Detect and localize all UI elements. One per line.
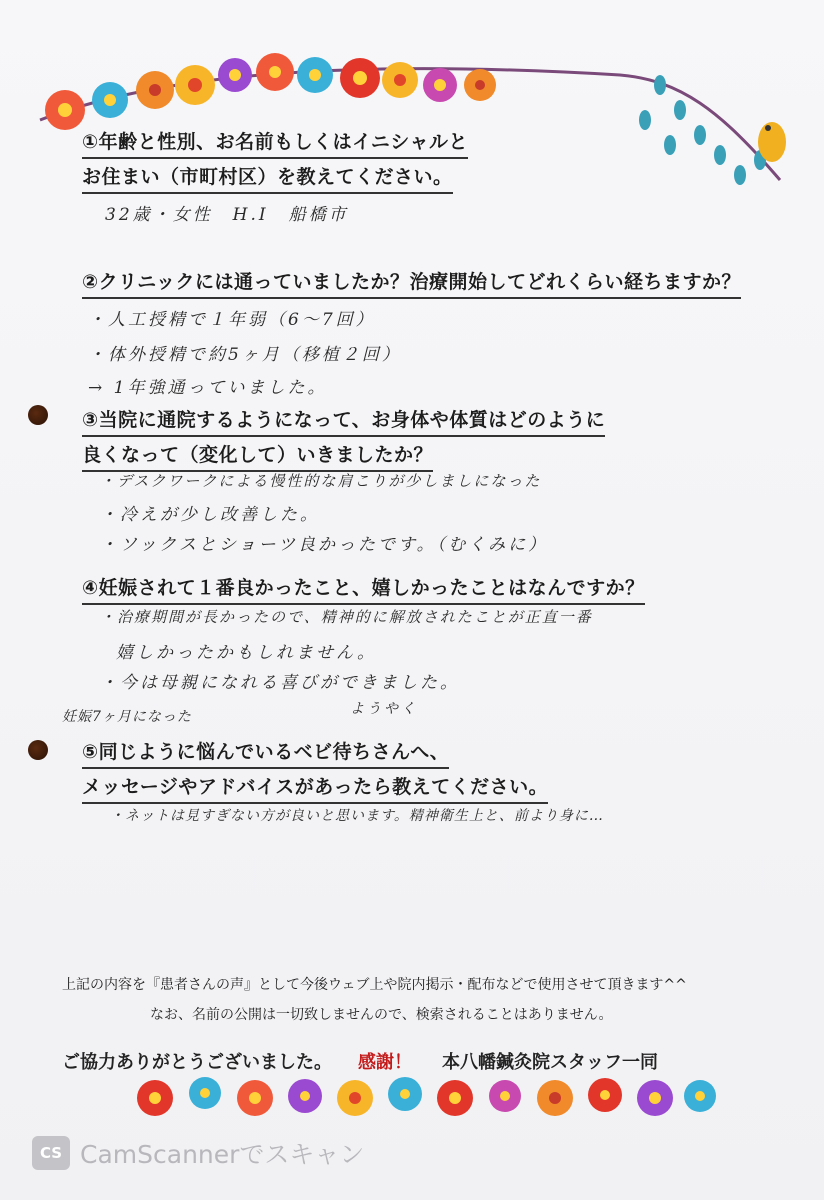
answer-2-line-3: → 1年強通っていました。: [88, 378, 328, 398]
answer-2-line-2: ・体外授精で約5ヶ月（移植２回）: [88, 345, 402, 365]
answer-4-insert: ようやく: [350, 701, 418, 717]
punch-hole: [28, 740, 48, 760]
answer-3-line-1: ・デスクワークによる慢性的な肩こりが少しましになった: [100, 472, 542, 490]
staff-signature: 本八幡鍼灸院スタッフ一同: [442, 1052, 658, 1073]
flower-garland-bottom: [115, 1068, 735, 1128]
question-3: [82, 406, 605, 476]
camscanner-watermark: [32, 1135, 364, 1171]
answer-5-line-1: ・ネットは見すぎない方が良いと思います。精神衛生上と、前より身に…: [110, 808, 604, 824]
answer-4-line-2: 嬉しかったかもしれません。: [116, 643, 378, 663]
gratitude-text: 感謝！: [358, 1052, 412, 1073]
footer-notice-2: なお、名前の公開は一切致しませんので、検索されることはありません。: [150, 1007, 613, 1023]
question-2-line-1: ②クリニックには通っていましたか？治療開始してどれくらい経ちますか？: [82, 268, 741, 299]
question-1-line-2: お住まい（市町村区）を教えてください。: [82, 163, 453, 194]
flower-icon: [137, 1077, 716, 1116]
flower-icon: [45, 53, 496, 130]
question-5-line-2: メッセージやアドバイスがあったら教えてください。: [82, 773, 548, 804]
camscanner-logo-icon: CS: [32, 1136, 70, 1170]
question-1-line-1: ①年齢と性別、お名前もしくはイニシャルと: [82, 128, 468, 159]
thanks-text: ご協力ありがとうございました。: [62, 1052, 332, 1073]
answer-4-line-3: ・今は母親になれる喜びができました。: [100, 673, 460, 693]
question-1: [82, 128, 468, 198]
camscanner-watermark-text: CamScannerでスキャン: [80, 1140, 365, 1169]
answer-3-line-2: ・冷えが少し改善した。: [100, 505, 320, 525]
answer-4-note: 妊娠7ヶ月になった: [62, 709, 192, 725]
question-5: [82, 738, 548, 808]
bird-icon: [758, 122, 786, 162]
footer-notice-1: 上記の内容を『患者さんの声』として今後ウェブ上や院内掲示・配布などで使用させて頂きます^^: [62, 977, 687, 993]
answer-2-line-1: ・人工授精で１年弱（6〜7回）: [88, 310, 376, 330]
leaf-icon: [639, 75, 766, 185]
question-5-line-1: ⑤同じように悩んでいるベビ待ちさんへ、: [82, 738, 449, 769]
question-4: [82, 574, 645, 609]
answer-1-line-1: 32歳・女性 H.I 船橋市: [105, 205, 349, 225]
question-3-line-1: ③当院に通院するようになって、お身体や体質はどのように: [82, 406, 605, 437]
punch-hole: [28, 405, 48, 425]
question-3-line-2: 良くなって（変化して）いきましたか？: [82, 441, 433, 472]
question-2: [82, 268, 741, 303]
answer-4-line-1: ・治療期間が長かったので、精神的に解放されたことが正直一番: [100, 608, 593, 626]
answer-3-line-3: ・ソックスとショーツ良かったです。（むくみに）: [100, 535, 549, 555]
question-4-line-1: ④妊娠されて１番良かったこと、嬉しかったことはなんですか？: [82, 574, 645, 605]
